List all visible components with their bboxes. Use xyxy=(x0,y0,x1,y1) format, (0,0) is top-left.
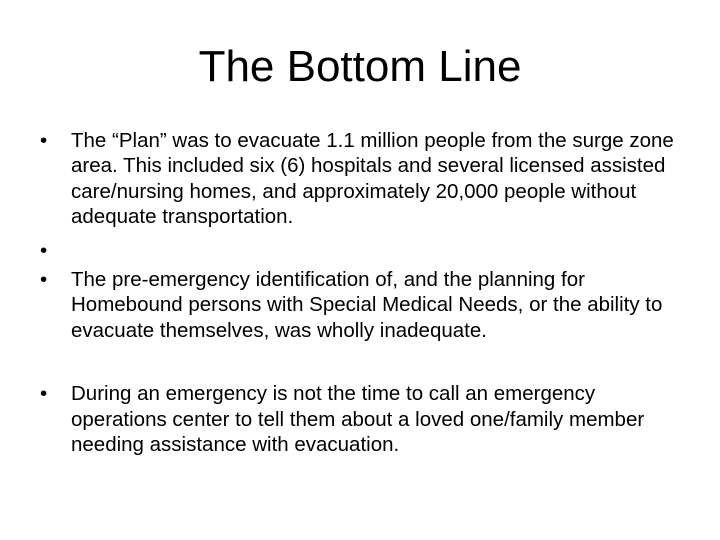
bullet-list xyxy=(36,128,686,457)
bullet-item xyxy=(36,381,686,457)
bullet-dot: • xyxy=(40,268,48,292)
slide-title: The Bottom Line xyxy=(198,42,522,91)
bullet-dot: • xyxy=(40,129,48,152)
bullet-dot: • xyxy=(40,238,48,262)
bullet-text: The pre-emergency identification of, and the planning for Homebound persons with Special Medical Needs, or the ability to evacuate themselves, was wholly inadequate. xyxy=(71,268,663,342)
bullet-item xyxy=(36,128,686,230)
bullet-text: During an emergency is not the time to call an emergency operations center to tell them about a loved one/family member needing assistance with evacuation. xyxy=(71,382,645,457)
bullet-dot: • xyxy=(40,382,48,406)
bullet-item xyxy=(36,267,686,343)
bullet-text: The “Plan” was to evacuate 1.1 million people from the surge zone area. This included six (6) hospitals and several licensed assisted care/nursing homes, and approximately 20,000 people without adequate transportation. xyxy=(71,129,674,229)
bullet-item-empty xyxy=(36,238,686,263)
